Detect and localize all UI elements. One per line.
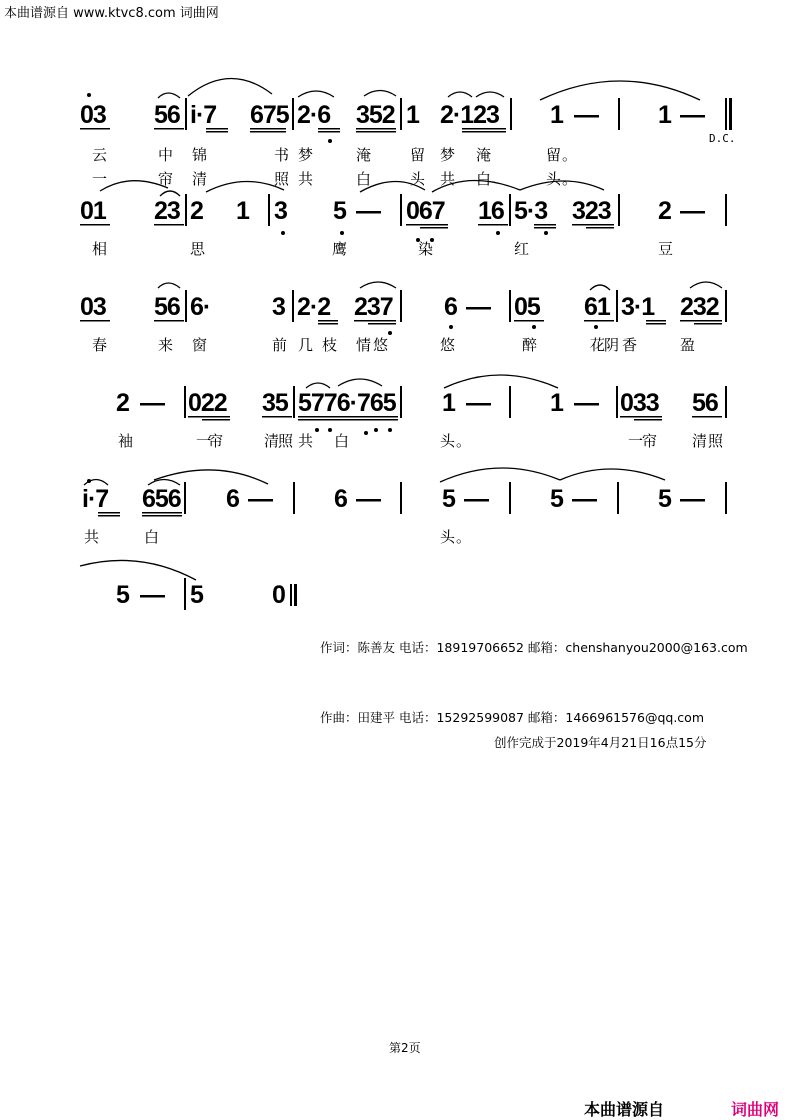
barline bbox=[184, 386, 186, 418]
dc-marking: D.C. bbox=[709, 132, 736, 145]
barline bbox=[400, 194, 402, 226]
note-group: 3·1 bbox=[621, 293, 655, 321]
slur bbox=[448, 92, 472, 97]
slur bbox=[188, 78, 272, 96]
final-barline bbox=[294, 584, 297, 606]
lyric: 醉 bbox=[522, 336, 539, 354]
barline bbox=[400, 98, 402, 130]
lyric: 头。 bbox=[440, 432, 473, 450]
barline bbox=[509, 482, 511, 514]
lyric: 枝 bbox=[322, 336, 339, 354]
lyric: 豆 bbox=[658, 240, 675, 258]
note: 5 bbox=[550, 485, 563, 513]
note-group: i·7 bbox=[190, 101, 217, 129]
barline bbox=[616, 290, 618, 322]
note-group: 16 bbox=[478, 197, 504, 225]
lyric: 淹 bbox=[476, 146, 493, 164]
barline bbox=[509, 290, 511, 322]
barline bbox=[184, 482, 186, 514]
barline bbox=[725, 482, 727, 514]
footer-source-label: 本曲谱源自 bbox=[584, 1100, 665, 1119]
dash: — bbox=[248, 485, 272, 513]
note-group: 5·3 bbox=[514, 197, 548, 225]
lyric: 书 bbox=[274, 146, 291, 164]
note-group: 05 bbox=[514, 293, 540, 321]
barline bbox=[618, 194, 620, 226]
barline bbox=[725, 194, 727, 226]
slur bbox=[364, 91, 396, 97]
lyric: 白 bbox=[334, 432, 351, 450]
barline bbox=[185, 98, 187, 130]
lyric: 花 bbox=[590, 336, 607, 354]
header-site-label: 本曲谱源自 bbox=[4, 6, 70, 21]
barline bbox=[725, 386, 727, 418]
lyric: 白 bbox=[356, 170, 373, 188]
note: 1 bbox=[550, 389, 563, 417]
slur bbox=[298, 91, 334, 97]
note-group: 03 bbox=[80, 101, 106, 129]
slur bbox=[690, 282, 722, 288]
lyric: 共 bbox=[440, 170, 457, 188]
lyric: 思 bbox=[190, 240, 207, 258]
note: 5 bbox=[442, 485, 455, 513]
lyric: 几 bbox=[298, 336, 315, 354]
lyric: 来 bbox=[158, 336, 175, 354]
slur bbox=[540, 81, 700, 100]
note-group: i·7 bbox=[82, 485, 109, 513]
note-group: 35 bbox=[262, 389, 288, 417]
dash: — bbox=[356, 485, 380, 513]
barline bbox=[617, 482, 619, 514]
lyric: 袖 bbox=[118, 432, 135, 450]
lyric: 帘 bbox=[208, 432, 225, 450]
barline bbox=[184, 578, 186, 610]
note: 1 bbox=[550, 101, 563, 129]
note-group: 03 bbox=[80, 293, 106, 321]
lyric: 头。 bbox=[440, 528, 473, 546]
note: 6 bbox=[226, 485, 239, 513]
lyric: 锦 bbox=[192, 146, 209, 164]
note-group: 323 bbox=[572, 197, 611, 225]
note: 6 bbox=[334, 485, 347, 513]
header-url[interactable]: www.ktvc8.com bbox=[73, 6, 176, 21]
lyric: 悠 bbox=[373, 336, 390, 354]
completion-date: 创作完成于2019年4月21日16点15分 bbox=[494, 735, 707, 750]
rest: 0 bbox=[272, 581, 285, 609]
barline bbox=[400, 386, 402, 418]
dash: — bbox=[574, 101, 598, 129]
barline bbox=[292, 290, 294, 322]
lyric: 前 bbox=[272, 336, 289, 354]
lyric: 淹 bbox=[356, 146, 373, 164]
slur bbox=[360, 282, 396, 288]
lyric: 染 bbox=[418, 240, 435, 258]
page-number: 第2页 bbox=[389, 1041, 421, 1055]
lyric: 红 bbox=[514, 240, 531, 258]
header-brand: 词曲网 bbox=[179, 6, 219, 21]
lyric: 梦 bbox=[440, 146, 457, 164]
note-group: 61 bbox=[584, 293, 610, 321]
lyric: 窗 bbox=[192, 336, 209, 354]
note-group: 23 bbox=[154, 197, 180, 225]
dash: — bbox=[574, 389, 598, 417]
lyric: 帘 bbox=[158, 170, 175, 188]
lyric: 中 bbox=[158, 146, 175, 164]
dash: — bbox=[680, 197, 704, 225]
lyric: 照 bbox=[708, 432, 725, 450]
slur bbox=[206, 181, 284, 192]
note-group: 1 bbox=[406, 101, 419, 129]
lyric: 帘 bbox=[642, 432, 659, 450]
composer-credit: 作曲：田建平 电话：15292599087 邮箱：1466961576@qq.com bbox=[320, 710, 704, 725]
barline bbox=[292, 98, 294, 130]
note-group: 067 bbox=[406, 197, 445, 225]
dash: — bbox=[466, 293, 490, 321]
lyric: 一 bbox=[628, 432, 645, 450]
note-group: 232 bbox=[680, 293, 719, 321]
lyric: 香 bbox=[622, 336, 639, 354]
note-group: 352 bbox=[356, 101, 395, 129]
barline bbox=[268, 194, 270, 226]
dash: — bbox=[572, 485, 596, 513]
slur bbox=[154, 470, 268, 484]
barline bbox=[293, 482, 295, 514]
note: 6 bbox=[444, 293, 457, 321]
note: 5 bbox=[658, 485, 671, 513]
lyric: 头 bbox=[410, 170, 427, 188]
lyric: 一 bbox=[196, 432, 213, 450]
note: 3 bbox=[274, 197, 287, 225]
dash: — bbox=[466, 389, 490, 417]
note-group: 2·2 bbox=[297, 293, 331, 321]
lyric: 共 bbox=[298, 432, 315, 450]
lyric: 悠 bbox=[440, 336, 457, 354]
lyric: 春 bbox=[92, 336, 109, 354]
lyric: 梦 bbox=[298, 146, 315, 164]
barline bbox=[725, 290, 727, 322]
note: 1 bbox=[236, 197, 249, 225]
note-group: 656 bbox=[142, 485, 181, 513]
lyric: 清 bbox=[192, 170, 209, 188]
lyric: 清 bbox=[692, 432, 709, 450]
barline bbox=[290, 584, 292, 606]
barline bbox=[400, 290, 402, 322]
barline bbox=[185, 290, 187, 322]
barline bbox=[293, 386, 295, 418]
dash: — bbox=[140, 389, 164, 417]
lyric: 相 bbox=[92, 240, 109, 258]
note: 2 bbox=[190, 197, 203, 225]
note: 1 bbox=[442, 389, 455, 417]
barline bbox=[509, 386, 511, 418]
lyric: 清 bbox=[264, 432, 281, 450]
barline bbox=[725, 98, 727, 130]
barline bbox=[400, 482, 402, 514]
note: 2 bbox=[116, 389, 129, 417]
barline bbox=[185, 194, 187, 226]
dash: — bbox=[464, 485, 488, 513]
lyric: 情 bbox=[356, 336, 373, 354]
lyric: 照 bbox=[274, 170, 291, 188]
lyric: 共 bbox=[84, 528, 101, 546]
barline bbox=[618, 98, 620, 130]
note: 5 bbox=[116, 581, 129, 609]
lyric: 留。 bbox=[546, 146, 579, 164]
slur bbox=[158, 283, 180, 288]
repeat-barline bbox=[729, 98, 732, 130]
note-group: 5776·765 bbox=[298, 389, 396, 417]
note-group: 237 bbox=[354, 293, 393, 321]
dash: — bbox=[680, 101, 704, 129]
note-group: 2·123 bbox=[440, 101, 499, 129]
lyric: 留 bbox=[410, 146, 427, 164]
slur bbox=[338, 379, 382, 386]
note-group: 033 bbox=[620, 389, 659, 417]
note-group: 2·6 bbox=[297, 101, 331, 129]
slur bbox=[440, 468, 560, 482]
note-group: 022 bbox=[188, 389, 227, 417]
slur bbox=[444, 375, 558, 388]
note-group: 56 bbox=[154, 101, 180, 129]
slur bbox=[560, 469, 665, 480]
note: 5 bbox=[190, 581, 203, 609]
lyric: 盈 bbox=[680, 336, 697, 354]
note: 2 bbox=[658, 197, 671, 225]
lyric: 头。 bbox=[546, 170, 579, 188]
note-group: 675 bbox=[250, 101, 289, 129]
note: 3 bbox=[272, 293, 285, 321]
dash: — bbox=[680, 485, 704, 513]
note: 1 bbox=[658, 101, 671, 129]
lyric: 白 bbox=[476, 170, 493, 188]
barline bbox=[509, 194, 511, 226]
lyric: 鹰 bbox=[332, 240, 349, 258]
note-group: 01 bbox=[80, 197, 106, 225]
lyric: 共 bbox=[298, 170, 315, 188]
lyric: 照 bbox=[278, 432, 295, 450]
dash: — bbox=[140, 581, 164, 609]
barline bbox=[510, 98, 512, 130]
note: 5 bbox=[333, 197, 346, 225]
dash: — bbox=[356, 197, 380, 225]
barline bbox=[616, 386, 618, 418]
lyric: 一 bbox=[92, 170, 109, 188]
note-group: 56 bbox=[692, 389, 718, 417]
note-group: 56 bbox=[154, 293, 180, 321]
slur bbox=[476, 92, 504, 97]
note: 6· bbox=[190, 293, 211, 321]
lyric: 云 bbox=[92, 146, 109, 164]
slur bbox=[80, 560, 196, 580]
slur bbox=[590, 285, 610, 290]
lyric: 阴 bbox=[604, 336, 621, 354]
lyric: 白 bbox=[144, 528, 161, 546]
lyricist-credit: 作词：陈善友 电话：18919706652 邮箱：chenshanyou2000@163.com bbox=[320, 640, 748, 655]
slur bbox=[158, 93, 180, 98]
footer-brand-link[interactable]: 词曲网 bbox=[731, 1100, 780, 1119]
